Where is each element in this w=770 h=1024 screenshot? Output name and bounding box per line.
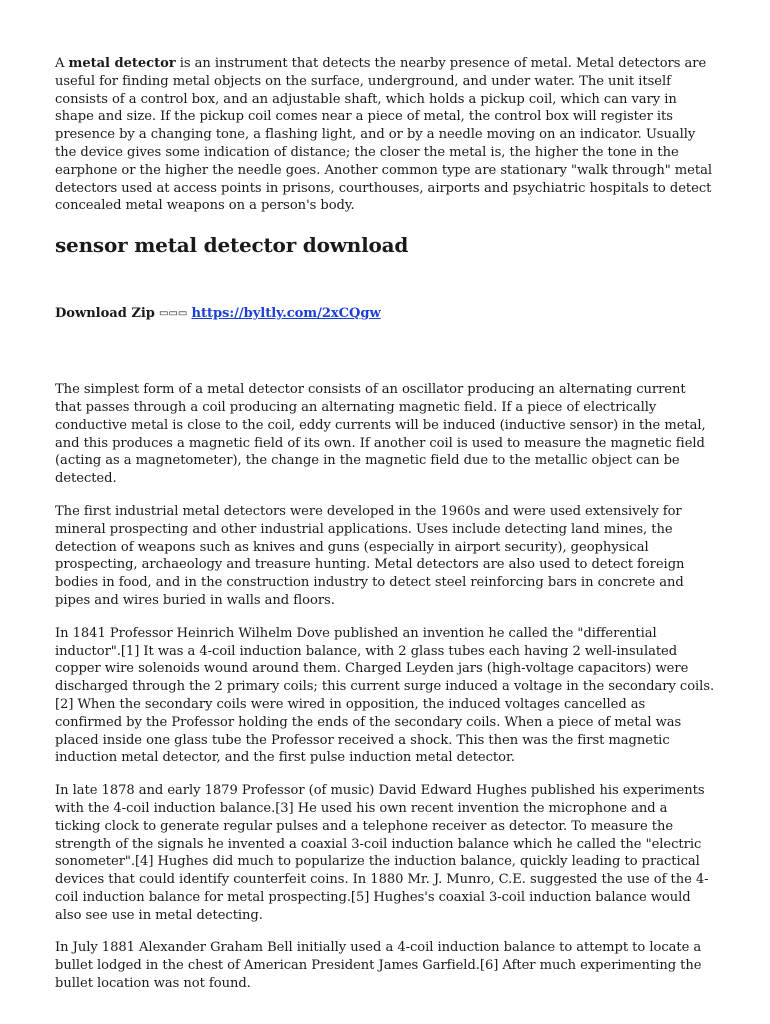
intro-term: metal detector	[68, 56, 176, 71]
body-paragraph: In 1841 Professor Heinrich Wilhelm Dove published an invention he called the "differential inductor".[1] It was a 4-coil induction balance, with 2 glass tubes each having 2 well-insulated copper wire solenoids wound around them. Charged Leyden jars (high-voltage capacitors) were discharged through the 2 primary coils; this current surge induced a voltage in the secondary coils.[2] When the secondary coils were wired in opposition, the induced voltages cancelled as confirmed by the Professor holding the ends of the secondary coils. When a piece of metal was placed inside one glass tube the Professor received a shock. This then was the first magnetic induction metal detector, and the first pulse induction metal detector.	[55, 625, 715, 766]
download-link[interactable]: https://byltly.com/2xCQgw	[191, 306, 381, 322]
page-title: sensor metal detector download	[55, 233, 409, 258]
body-paragraph: In July 1881 Alexander Graham Bell initially used a 4-coil induction balance to attempt to locate a bullet lodged in the chest of American President James Garfield.[6] After much experimenting the bullet location was not found.	[55, 940, 702, 992]
body-paragraph: The simplest form of a metal detector consists of an oscillator producing an alternating current that passes through a coil producing an alternating magnetic field. If a piece of electrically conductive metal is close to the coil, eddy currents will be induced (inductive sensor) in the metal, and this produces a magnetic field of its own. If another coil is used to measure the magnetic field (acting as a magnetometer), the change in the magnetic field due to the metallic object can be detected.	[55, 382, 706, 487]
article-body	[55, 381, 715, 993]
body-paragraph: The first industrial metal detectors were developed in the 1960s and were used extensively for mineral prospecting and other industrial applications. Uses include detecting land mines, the detection of weapons such as knives and guns (especially in airport security), geophysical prospecting, archaeology and treasure hunting. Metal detectors are also used to detect foreign bodies in food, and in the construction industry to detect steel reinforcing bars in concrete and pipes and wires buried in walls and floors.	[55, 503, 685, 608]
download-label: Download Zip	[55, 306, 155, 322]
download-line	[55, 305, 715, 323]
body-paragraph: In late 1878 and early 1879 Professor (of music) David Edward Hughes published his experiments with the 4-coil induction balance.[3] He used his own recent invention the microphone and a ticking clock to generate regular pulses and a telephone receiver as detector. To measure the strength of the signals he invented a coaxial 3-coil induction balance which he called the "electric sonometer".[4] Hughes did much to popularize the induction balance, quickly leading to practical devices that could identify counterfeit coins. In 1880 Mr. J. Munro, C.E. suggested the use of the 4-coil induction balance for metal prospecting.[5] Hughes's coaxial 3-coil induction balance would also see use in metal detecting.	[55, 783, 709, 923]
intro-rest: is an instrument that detects the nearby presence of metal. Metal detectors are useful for finding metal objects on the surface, underground, and under water. The unit itself consists of a control box, and an adjustable shaft, which holds a pickup coil, which can vary in shape and size. If the pickup coil comes near a piece of metal, the control box will register its presence by a changing tone, a flashing light, and or by a needle moving on an indicator. Usually the device gives some indication of distance; the closer the metal is, the higher the tone in the earphone or the higher the needle goes. Another common type are stationary "walk through" metal detectors used at access points in prisons, courthouses, airports and psychiatric hospitals to detect concealed metal weapons on a person's body.	[55, 56, 712, 214]
intro-lead: A	[55, 56, 69, 71]
intro-paragraph	[55, 55, 715, 215]
arrow-glyphs-icon: ▭▭▭	[159, 308, 188, 320]
